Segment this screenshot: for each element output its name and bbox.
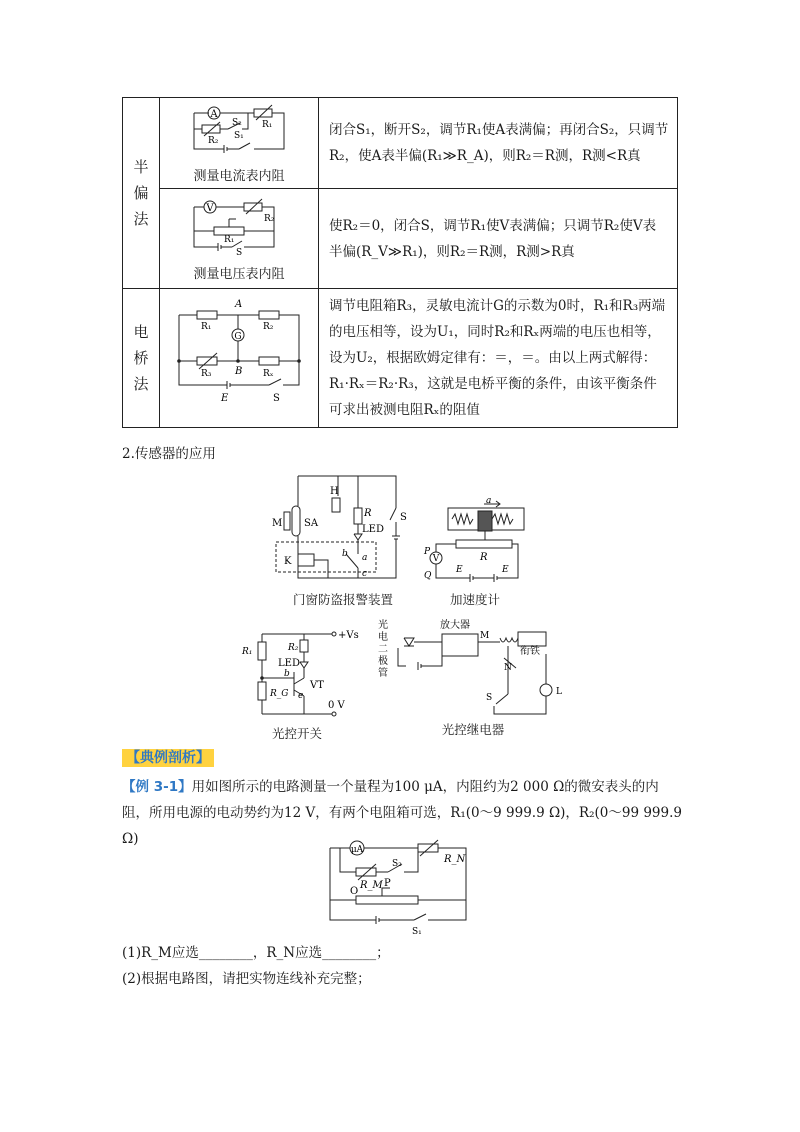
r1-label: R₁: [262, 119, 273, 130]
question-2: (2)根据电路图，请把实物连线补充完整；: [122, 971, 371, 987]
category-char: 电: [133, 323, 149, 341]
example-label: 【例 3-1】: [122, 779, 192, 795]
category-char: 偏: [133, 184, 149, 202]
figure-caption: 光控开关: [271, 726, 322, 741]
ammeter-circuit-diagram: [184, 103, 294, 159]
p-label: P: [384, 878, 391, 889]
example-text: 用如图所示的电路测量一个量程为100 μA，内阻约为2 000 Ω的微安表头的内阻，所用电源的电动势约为12 V，有两个电阻箱可选，R₁(0～9 999.9 Ω)，R₂(0～99 999.9 Ω): [122, 779, 682, 847]
description-bridge: 调节电阻箱R₃，灵敏电流计G的示数为0时，R₁和R₃两端的电压相等，设为U₁，同时R₂和Rₓ两端的电压也相等，设为U₂，根据欧姆定律有：＝，＝。由以上两式解得：R₁·Rₓ＝R₂·R₃，这就是电桥平衡的条件，由该平衡条件可求出被测电阻Rₓ的阻值: [319, 289, 678, 428]
rn-label: R_N: [444, 854, 466, 865]
label: N: [504, 663, 512, 673]
figure-caption: 加速度计: [449, 592, 500, 607]
bridge-circuit-diagram: [169, 297, 309, 415]
figure-caption: 光控继电器: [441, 722, 505, 737]
figure-caption: 测量电压表内阻: [193, 267, 285, 282]
description-ammeter: 闭合S₁，断开S₂，调节R₁使A表满偏；再闭合S₂，只调节R₂，使A表半偏(R₁≫R_A)，则R₂＝R测，R测<R真: [319, 98, 678, 189]
label: Q: [424, 571, 432, 581]
label: L: [556, 687, 562, 697]
o-label: O: [350, 886, 359, 897]
label: SA: [304, 518, 319, 529]
r2-label: R₂: [263, 322, 274, 332]
r2-label: R₂: [264, 214, 275, 224]
figure-voltmeter-resistance: [160, 189, 319, 289]
category-bridge: [123, 289, 160, 428]
microammeter-label: μA: [350, 845, 364, 855]
voltmeter-circuit-diagram: [184, 195, 294, 257]
category-char: 半: [133, 158, 149, 176]
light-relay-figure: [376, 614, 566, 718]
description-voltmeter: 使R₂＝0，闭合S，调节R₁使V表满偏；只调节R₂使V表半偏(R_V≫R₁)，则R₂＝R测，R测>R真: [319, 189, 678, 289]
label: VT: [310, 680, 324, 691]
label: S: [400, 512, 407, 523]
figure-caption: 测量电流表内阻: [193, 168, 285, 184]
s-label: S: [236, 248, 243, 257]
label: V: [432, 554, 440, 564]
alarm-circuit-figure: [268, 468, 418, 588]
s2-label: S₂: [392, 859, 402, 869]
label: E: [502, 565, 509, 575]
example-heading: [122, 747, 214, 767]
label: M: [272, 518, 283, 529]
s1-label: S₁: [234, 130, 244, 141]
galvanometer-label: G: [234, 332, 242, 342]
r3-label: R₃: [201, 369, 212, 379]
label: 电: [378, 632, 388, 643]
label: M: [480, 631, 490, 641]
label: b: [284, 669, 290, 679]
label: +Vs: [338, 630, 359, 641]
category-char: 法: [133, 210, 149, 228]
methods-table: [122, 97, 678, 428]
figure-caption: 门窗防盗报警装置: [292, 592, 393, 607]
category-char: 法: [133, 375, 149, 393]
meter-label: A: [210, 108, 218, 120]
s1-label: S₁: [412, 927, 422, 936]
label: R₂: [288, 643, 299, 653]
label: a: [362, 553, 368, 563]
label: R_G: [270, 689, 289, 699]
label: R₁: [242, 647, 253, 657]
meter-label: V: [206, 203, 214, 214]
label: 0 V: [328, 700, 345, 711]
label: K: [284, 556, 292, 567]
rm-label: R_M: [360, 880, 383, 891]
heading-label: 【典例剖析】: [122, 749, 214, 767]
label: 放大器: [440, 620, 470, 631]
label: 二: [378, 644, 388, 655]
label: P: [424, 547, 431, 557]
label: R: [364, 508, 372, 519]
label: 极: [378, 656, 388, 667]
r1-label: R₁: [224, 235, 235, 245]
r2-label: R₂: [208, 135, 219, 146]
figure-ammeter-resistance: [160, 98, 319, 189]
question-1: (1)R_M应选________，R_N应选________；: [122, 945, 390, 961]
category-char: 桥: [133, 349, 149, 367]
label: S: [486, 693, 493, 703]
r1-label: R₁: [201, 322, 212, 332]
label: b: [342, 549, 348, 559]
example-circuit-figure: [326, 836, 474, 936]
label: E: [456, 565, 463, 575]
label: 衔铁: [520, 646, 540, 657]
light-switch-figure: [232, 626, 362, 722]
label: 管: [378, 668, 388, 679]
node-b-label: B: [235, 366, 243, 377]
emf-label: E: [221, 393, 229, 404]
label: c: [362, 569, 368, 579]
accelerometer-figure: [420, 498, 530, 590]
label: a: [486, 498, 492, 506]
rx-label: Rₓ: [263, 369, 274, 379]
label: H: [330, 486, 339, 497]
figure-bridge: [160, 289, 319, 428]
switch-label: S: [273, 393, 280, 404]
label: 光: [378, 620, 388, 631]
label: e: [298, 691, 304, 701]
label: R: [480, 552, 488, 563]
category-half-deflection: [123, 98, 160, 289]
section-title: 2.传感器的应用: [122, 446, 216, 462]
s2-label: S₂: [232, 117, 242, 128]
label: LED: [362, 524, 384, 535]
node-a-label: A: [235, 299, 243, 310]
label: LED: [278, 658, 300, 669]
